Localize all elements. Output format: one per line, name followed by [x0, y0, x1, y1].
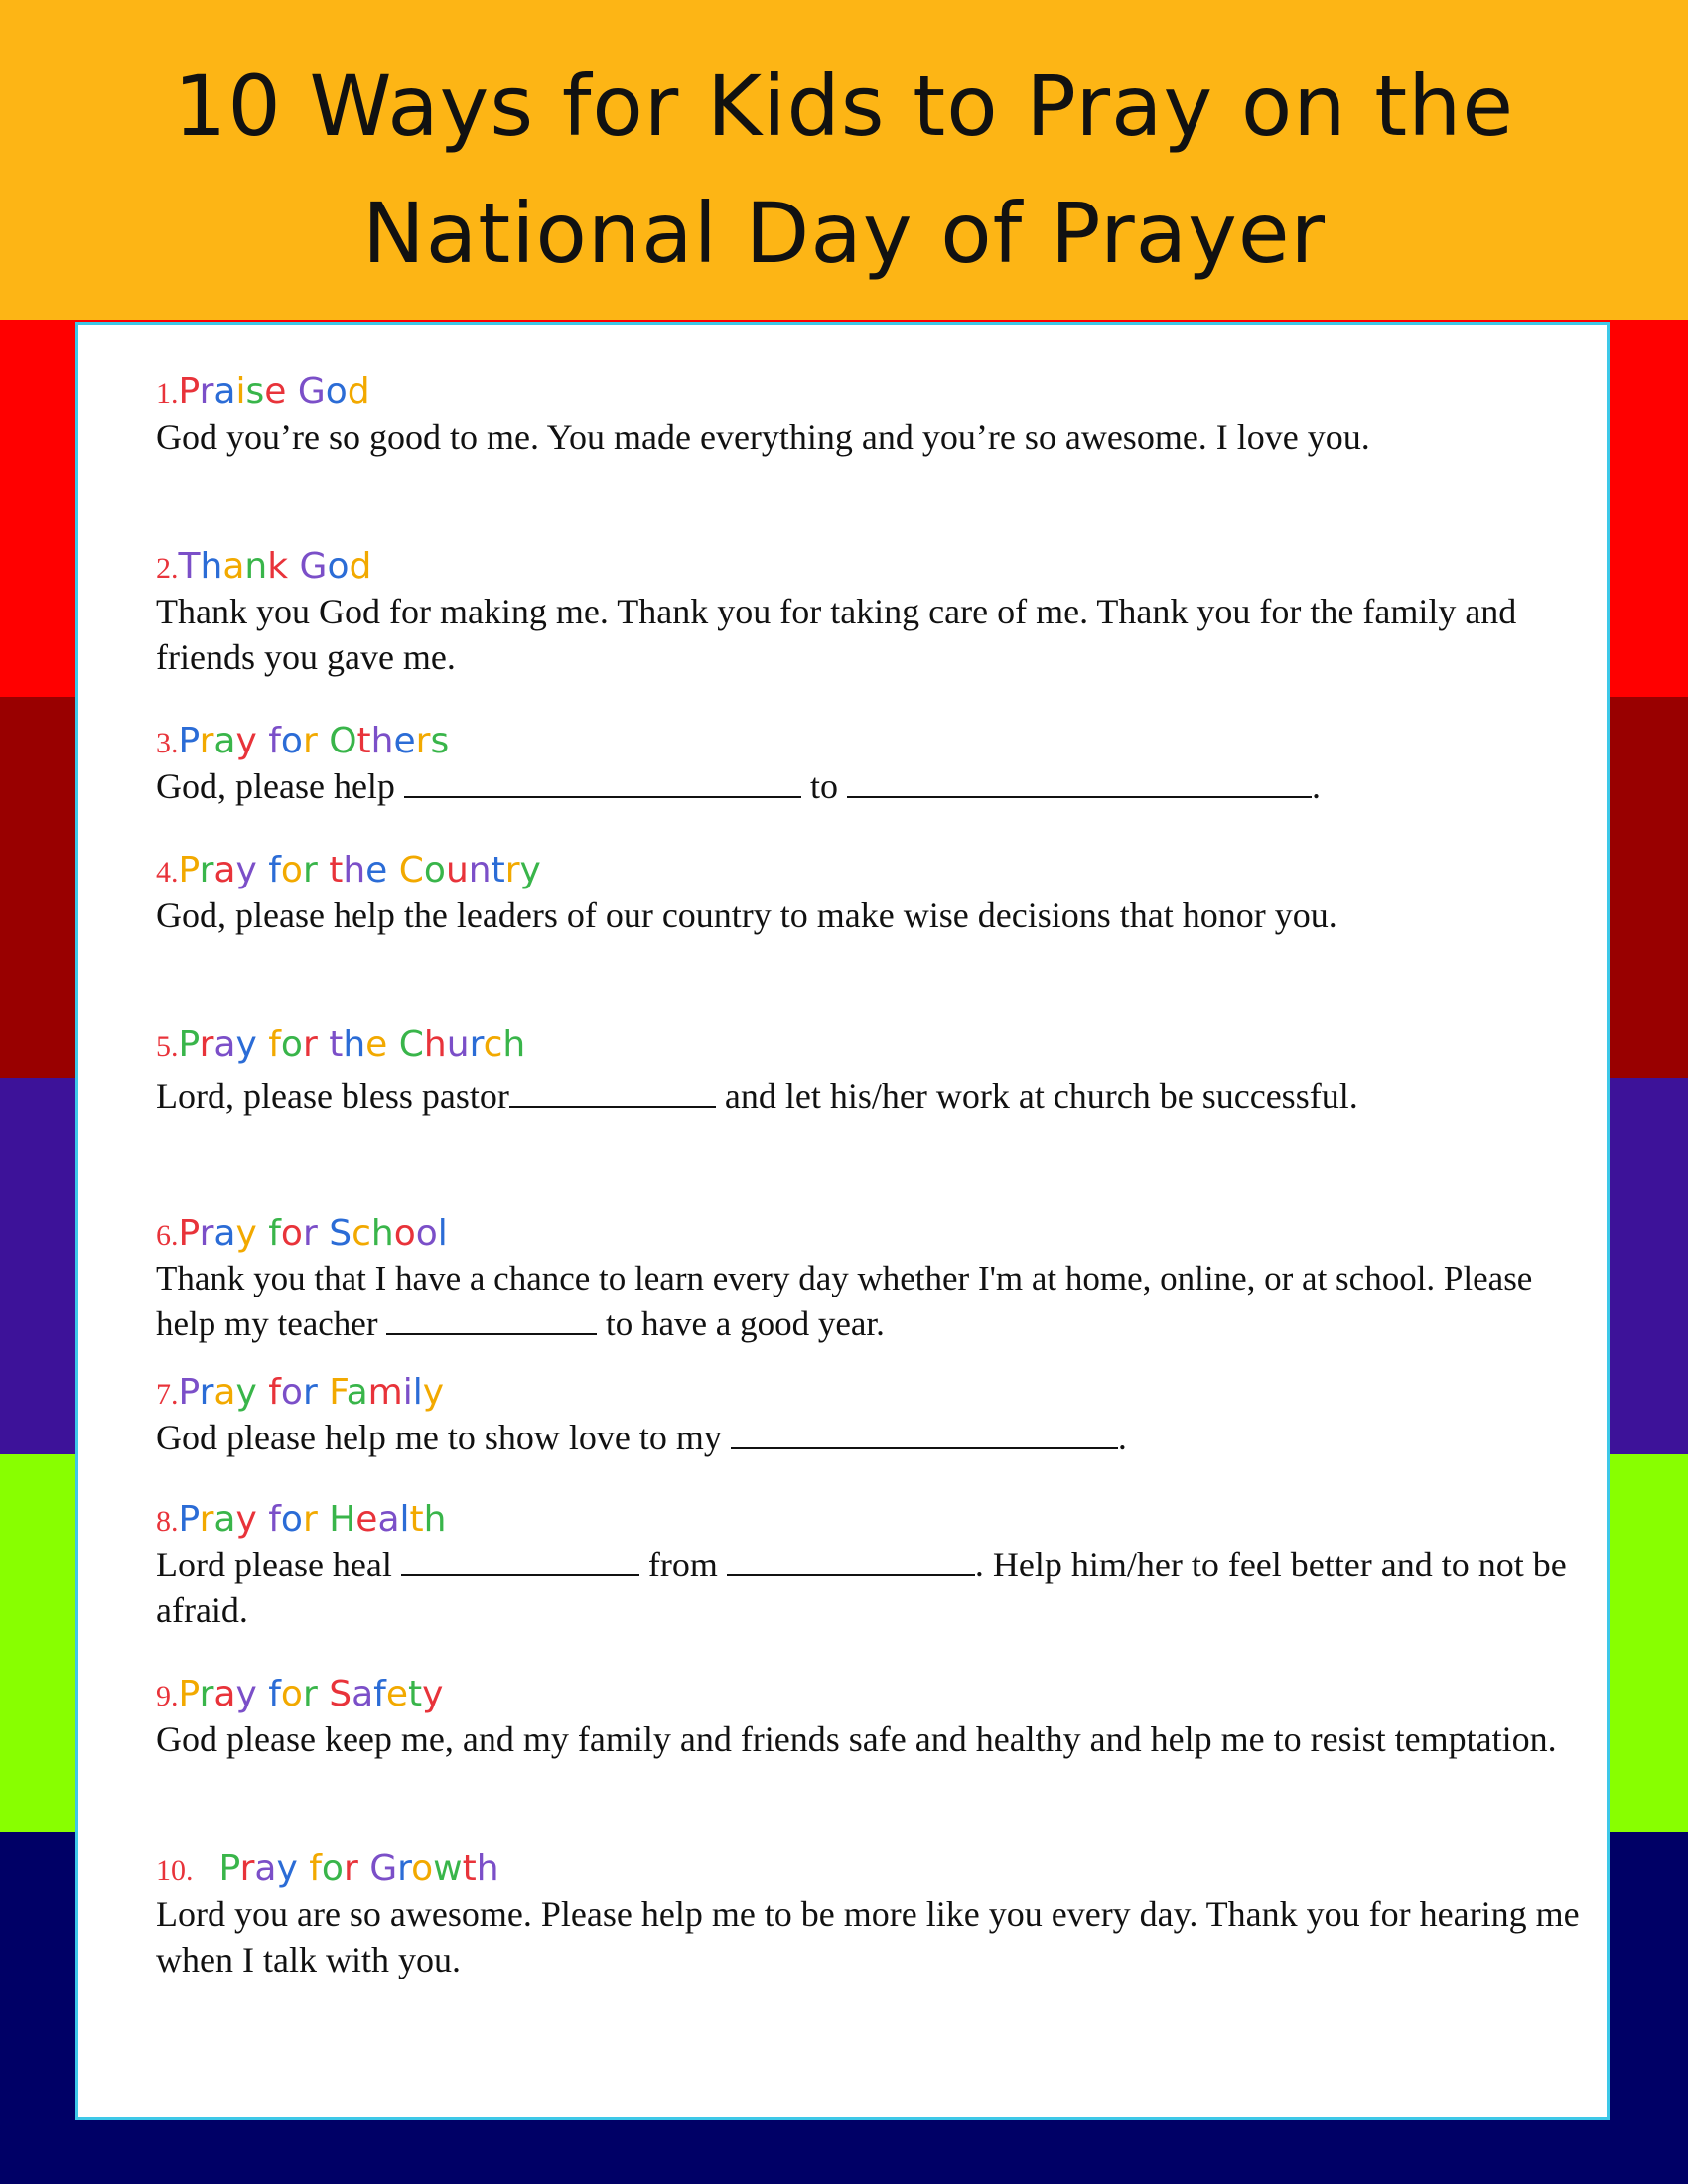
prayer-item-5	[156, 1025, 1586, 1125]
prayer-title-text: Pray for the Country	[178, 850, 541, 890]
prayer-text: .	[1117, 1418, 1127, 1457]
prayer-title	[156, 1373, 1586, 1415]
prayer-body	[156, 1256, 1586, 1347]
prayer-item-7	[156, 1373, 1586, 1460]
prayer-body: God please keep me, and my family and friends safe and healthy and help me to resist temptation.	[156, 1719, 1557, 1759]
prayer-item-10	[156, 1849, 1586, 1982]
prayer-title-text: Praise God	[178, 371, 370, 412]
prayer-title	[156, 372, 1586, 414]
prayer-title	[156, 1675, 1586, 1716]
prayer-title	[156, 547, 1586, 589]
prayer-item-8	[156, 1500, 1586, 1633]
prayer-title-text: Thank God	[178, 546, 372, 587]
prayer-text: Lord, please bless pastor	[156, 1076, 509, 1116]
prayer-body	[156, 1415, 1586, 1460]
prayer-text: . Help him/her to feel better and to not be afraid.	[156, 1545, 1567, 1630]
prayer-text: Lord please heal	[156, 1545, 401, 1584]
fill-in-blank[interactable]	[386, 1303, 597, 1335]
prayer-item-6	[156, 1214, 1586, 1347]
prayer-number: 4.	[156, 856, 179, 888]
prayer-number: 7.	[156, 1378, 179, 1411]
prayer-text: God, please help	[156, 766, 404, 806]
prayer-title	[156, 1849, 1586, 1891]
prayer-number: 3.	[156, 727, 179, 759]
prayer-body: God you’re so good to me. You made everything and you’re so awesome. I love you.	[156, 417, 1370, 457]
fill-in-blank[interactable]	[401, 1545, 639, 1576]
prayer-number: 1.	[156, 377, 179, 410]
prayer-title-text: Pray for Family	[178, 1372, 445, 1413]
fill-in-blank[interactable]	[509, 1076, 716, 1108]
prayer-title-text: Pray for the Church	[178, 1024, 526, 1065]
prayer-title	[156, 1214, 1586, 1256]
prayer-body	[156, 763, 1586, 809]
fill-in-blank[interactable]	[731, 1418, 1118, 1449]
prayer-body: God, please help the leaders of our country to make wise decisions that honor you.	[156, 895, 1337, 935]
fill-in-blank[interactable]	[847, 766, 1312, 798]
prayer-title-text: Pray for Health	[178, 1499, 447, 1540]
prayer-body	[156, 1067, 1586, 1125]
prayer-body	[156, 1542, 1586, 1633]
prayer-item-1	[156, 372, 1586, 460]
prayer-text: God please help me to show love to my	[156, 1418, 731, 1457]
prayer-number: 5.	[156, 1030, 179, 1063]
prayer-title-text: Pray for School	[178, 1213, 448, 1254]
prayer-item-4	[156, 851, 1586, 938]
prayer-item-2	[156, 547, 1586, 680]
prayer-number: 10.	[156, 1854, 194, 1887]
prayer-text: .	[1311, 766, 1321, 806]
prayer-number: 6.	[156, 1219, 179, 1252]
prayer-list-card	[75, 322, 1610, 2120]
prayer-title	[156, 1500, 1586, 1542]
page-title-line-1: 10 Ways for Kids to Pray on the	[173, 58, 1515, 155]
prayer-text: to	[800, 766, 847, 806]
prayer-text: Thank you that I have a chance to learn every day whether I'm at home, online, or at school. Please help my teacher	[156, 1259, 1533, 1343]
prayer-title	[156, 851, 1586, 892]
prayer-text: to have a good year.	[597, 1304, 885, 1343]
prayer-number: 2.	[156, 552, 179, 585]
prayer-body: Thank you God for making me. Thank you for taking care of me. Thank you for the family and friends you gave me.	[156, 592, 1517, 677]
prayer-number: 9.	[156, 1680, 179, 1712]
prayer-number: 8.	[156, 1505, 179, 1538]
page-title-line-2: National Day of Prayer	[361, 185, 1327, 282]
prayer-title	[156, 1025, 1586, 1067]
fill-in-blank[interactable]	[404, 766, 801, 798]
prayer-text: from	[638, 1545, 727, 1584]
prayer-title	[156, 722, 1586, 763]
prayer-title-text: Pray for Growth	[218, 1848, 499, 1889]
prayer-title-text: Pray for Safety	[178, 1674, 444, 1714]
prayer-text: and let his/her work at church be successful.	[715, 1076, 1358, 1116]
prayer-body: Lord you are so awesome. Please help me to be more like you every day. Thank you for hearing me when I talk with you.	[156, 1894, 1580, 1979]
prayer-title-text: Pray for Others	[178, 721, 450, 761]
fill-in-blank[interactable]	[727, 1545, 975, 1576]
prayer-item-3	[156, 722, 1586, 809]
page-header	[0, 0, 1688, 320]
prayer-item-9	[156, 1675, 1586, 1762]
